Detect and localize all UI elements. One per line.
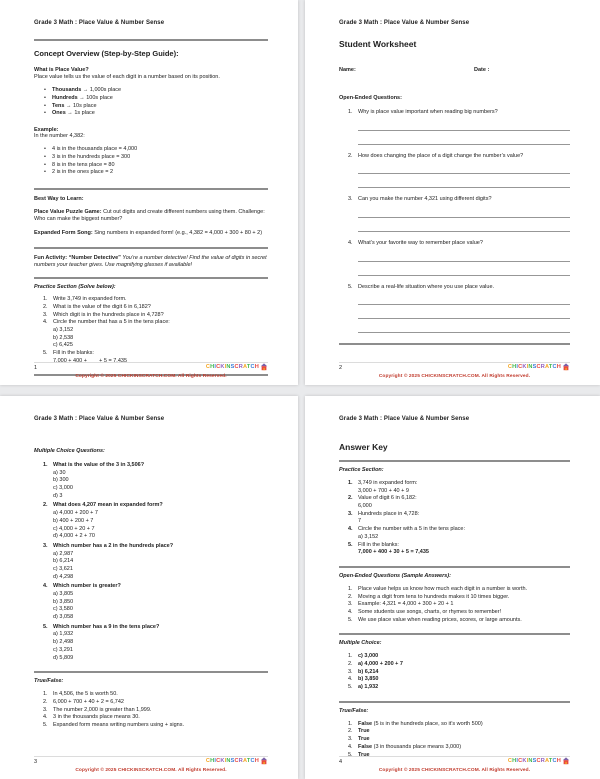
answer-text-group <box>358 744 570 752</box>
item-number: 1. <box>348 720 353 727</box>
tf-item <box>43 707 268 715</box>
paragraph-fun-activity <box>34 255 268 270</box>
answer-text: We use place value when reading prices, scores, or large amounts. <box>358 616 522 623</box>
divider <box>34 188 268 190</box>
practice-question-list <box>43 296 268 365</box>
item-text: What is the value of the digit 6 in 6,182? <box>53 303 151 310</box>
page-4-content <box>305 396 600 759</box>
heading-example: Example: <box>34 127 59 133</box>
bullet-rest: → 1,000s place <box>81 87 122 94</box>
heading-practice-section: Practice Section (Solve below): <box>34 284 116 291</box>
mc-question-text: Which number has a 2 in the hundreds place? <box>53 542 174 549</box>
doc-header: Grade 3 Math : Place Value & Number Sense <box>34 20 165 26</box>
practice-answer-list <box>348 480 570 557</box>
list-item: • 4 is in the thousands place = 4,000 <box>43 146 268 154</box>
divider <box>339 701 570 703</box>
song-lead: Expanded Form Song: <box>34 229 93 236</box>
question-text: How does changing the place of a digit change the number’s value? <box>358 152 524 159</box>
answer-line <box>358 131 570 145</box>
mc-block <box>53 543 268 581</box>
item-number: 5. <box>348 751 353 758</box>
tf-explanation: (5 is in the hundreds place, so it’s worth 500) <box>372 720 483 727</box>
divider <box>34 39 268 41</box>
practice-item <box>43 312 268 320</box>
open-ended-question-list <box>348 109 570 333</box>
copyright-text: Copyright © 2025 CHICKINSCRATCH.COM. All Rights Reserved. <box>75 768 227 773</box>
tf-answer: True <box>358 728 370 735</box>
copyright-text: Copyright © 2025 CHICKINSCRATCH.COM. All Rights Reserved. <box>378 374 531 379</box>
house-icon <box>562 363 570 371</box>
logo-wordmark: CHICKINSCRATCH <box>205 364 259 370</box>
worksheet-title: Student Worksheet <box>339 39 417 49</box>
tf-statement: 3 in the thousands place means 30. <box>53 714 140 721</box>
divider <box>34 247 268 249</box>
answer-item <box>348 728 570 736</box>
multiple-choice-list <box>43 462 268 662</box>
mc-question <box>43 502 268 540</box>
item-number: 2. <box>43 303 48 310</box>
heading-open-ended-answers: Open-Ended Questions (Sample Answers): <box>339 572 451 579</box>
date-label: Date : <box>474 67 490 73</box>
divider <box>339 566 570 568</box>
list-item <box>43 87 268 95</box>
answer-line <box>358 218 570 232</box>
true-false-answer-list <box>348 721 570 759</box>
list-item <box>43 103 268 111</box>
answer-value: a) 3,152 <box>358 533 379 540</box>
divider <box>339 343 570 345</box>
page-3-content <box>0 396 298 730</box>
heading-true-false-answers: True/False: <box>339 707 369 714</box>
item-number: 3. <box>43 706 48 713</box>
puzzle-game-lead: Place Value Puzzle Game: <box>34 209 102 215</box>
answer-block <box>358 511 570 526</box>
item-text: Circle the number that has a 5 in the tens place: <box>53 319 170 326</box>
option-c: c) 3,000 <box>53 485 73 492</box>
item-number: 5. <box>43 623 48 630</box>
tf-answer: True <box>358 751 370 758</box>
name-label: Name: <box>339 67 356 73</box>
option-c: c) 3,580 <box>53 606 73 613</box>
chickinscratch-logo <box>508 363 570 371</box>
tf-answer: False <box>358 720 373 727</box>
house-icon <box>260 757 268 765</box>
answer-item <box>348 653 570 661</box>
item-number: 4. <box>348 676 353 683</box>
mc-question-text: Which number is greater? <box>53 583 121 590</box>
heading-practice-section: Practice Section: <box>339 467 384 473</box>
practice-item <box>43 304 268 312</box>
paragraph-puzzle-game <box>34 209 268 224</box>
tf-item <box>43 699 268 707</box>
chickinscratch-logo <box>206 757 268 765</box>
answer-item <box>348 669 570 677</box>
mc-question <box>43 543 268 581</box>
bullet-rest: → 10s place <box>64 102 97 109</box>
bullet-lead: Thousands <box>52 87 82 94</box>
item-number: 3. <box>43 542 48 549</box>
answer-text: b) 3,850 <box>358 676 379 683</box>
divider <box>34 277 268 279</box>
divider <box>339 633 570 635</box>
question-block <box>358 284 570 334</box>
item-number: 3. <box>43 311 48 318</box>
section-title-concept-overview: Concept Overview (Step-by-Step Guide): <box>34 49 179 58</box>
item-number: 4. <box>43 714 48 721</box>
practice-item <box>43 319 268 350</box>
option-d: d) 4,298 <box>53 573 74 580</box>
fun-activity-lead: Fun Activity: “Number Detective” <box>34 254 121 261</box>
doc-header: Grade 3 Math : Place Value & Number Sense <box>339 416 470 422</box>
name-date-row <box>339 67 570 73</box>
option-b: b) 400 + 200 + 7 <box>53 517 94 524</box>
item-number: 2. <box>348 495 353 502</box>
example-intro: In the number 4,382: <box>34 133 85 139</box>
answer-item <box>348 542 570 557</box>
practice-item <box>43 296 268 304</box>
paragraph-expanded-form-song <box>34 230 268 237</box>
answer-line <box>358 291 570 305</box>
answer-label: Hundreds place in 4,728: <box>358 510 420 517</box>
item-number: 4. <box>348 240 353 247</box>
answer-value: 7,000 + 400 + 30 + 5 = 7,435 <box>358 549 429 556</box>
footer-row <box>339 362 570 371</box>
item-number: 1. <box>43 296 48 303</box>
answer-item <box>348 511 570 526</box>
answer-item <box>348 617 570 625</box>
page-footer <box>34 756 268 773</box>
question-block <box>358 153 570 189</box>
answer-item <box>348 480 570 495</box>
item-text-group <box>53 319 268 350</box>
true-false-list <box>43 691 268 729</box>
answer-item <box>348 609 570 617</box>
item-text: Which digit is in the hundreds place in 4,728? <box>53 311 164 318</box>
answer-text: Place value helps us know how much each digit in a number is worth. <box>358 585 528 592</box>
option-d: d) 3,058 <box>53 614 74 621</box>
tf-item <box>43 714 268 722</box>
answer-item <box>348 601 570 609</box>
question-text: Can you make the number 4,321 using different digits? <box>358 196 492 203</box>
open-ended-answer-list <box>348 586 570 624</box>
answer-item <box>348 586 570 594</box>
heading-multiple-choice-answers: Multiple Choice: <box>339 640 382 647</box>
copyright-text: Copyright © 2025 CHICKINSCRATCH.COM. All Rights Reserved. <box>75 374 227 379</box>
mc-question-text: What is the value of the 3 in 3,506? <box>53 462 145 468</box>
item-number: 5. <box>348 541 353 548</box>
option-b: b) 2,538 <box>53 334 74 341</box>
mc-block <box>53 502 268 540</box>
heading-true-false: True/False: <box>34 678 64 685</box>
bullet-lead: Tens <box>52 102 65 109</box>
bullet-lead: Hundreds <box>52 94 78 101</box>
option-b: b) 3,850 <box>53 598 74 605</box>
house-icon <box>562 757 570 765</box>
place-value-bullet-list <box>43 87 268 118</box>
mc-question <box>43 583 268 621</box>
item-number: 4. <box>43 583 48 590</box>
mc-question <box>43 462 268 500</box>
answer-label: Circle the number with a 5 in the tens place: <box>358 526 466 533</box>
answer-value: 3,000 + 700 + 40 + 9 <box>358 487 409 494</box>
fun-activity-text: You’re a number detective! Find the value of digits in secret numbers your teacher gives. Use magnifying glasses if available! <box>34 254 267 268</box>
answer-item <box>348 495 570 510</box>
answer-block <box>358 526 570 541</box>
item-number: 5. <box>43 721 48 728</box>
answer-line <box>358 319 570 333</box>
bullet-lead: Ones <box>52 110 66 117</box>
option-c: c) 3,621 <box>53 565 73 572</box>
question-item <box>348 284 570 334</box>
question-text: Why is place value important when reading big numbers? <box>358 109 498 115</box>
tf-statement: Expanded form means writing numbers using + signs. <box>53 721 184 728</box>
footer-row <box>339 756 570 765</box>
page-3-multiple-choice <box>0 396 298 779</box>
tf-item <box>43 722 268 730</box>
answer-key-title: Answer Key <box>339 442 388 452</box>
answer-line <box>358 204 570 218</box>
item-number: 1. <box>43 691 48 698</box>
item-number: 2. <box>43 698 48 705</box>
doc-header: Grade 3 Math : Place Value & Number Sense <box>34 416 165 422</box>
house-icon <box>260 363 268 371</box>
chickinscratch-logo <box>206 363 268 371</box>
option-a: a) 4,000 + 200 + 7 <box>53 510 98 517</box>
question-block <box>358 196 570 232</box>
item-number: 4. <box>43 319 48 326</box>
fill-in-blank-equation: 7,000 + 400 + ___ + 5 = 7,435 <box>53 357 128 364</box>
option-a: a) 3,805 <box>53 591 74 597</box>
answer-item <box>348 744 570 752</box>
page-footer <box>339 362 570 379</box>
mc-question-text: What does 4,207 mean in expanded form? <box>53 502 163 509</box>
item-number: 2. <box>43 502 48 509</box>
page-2-content <box>305 0 600 345</box>
heading-best-way-to-learn: Best Way to Learn: <box>34 196 84 202</box>
answer-value: 7 <box>358 518 362 525</box>
option-b: b) 2,498 <box>53 639 74 646</box>
answer-block <box>358 542 570 557</box>
item-text: Write 3,749 in expanded form. <box>53 296 127 303</box>
answer-text: Some students use songs, charts, or rhymes to remember! <box>358 608 502 615</box>
divider <box>34 671 268 673</box>
footer-row <box>34 756 268 765</box>
page-1-concept-overview <box>0 0 298 385</box>
tf-item <box>43 691 268 699</box>
item-number: 1. <box>348 480 353 486</box>
item-number: 5. <box>348 684 353 691</box>
item-number: 5. <box>43 350 48 357</box>
option-d: d) 4,000 + 2 + 70 <box>53 533 95 540</box>
question-block <box>358 240 570 276</box>
answer-value: 6,000 <box>358 503 372 510</box>
answer-item <box>348 721 570 729</box>
option-a: a) 3,152 <box>53 327 74 333</box>
page-footer <box>339 756 570 773</box>
tf-explanation: (3 in thousands place means 3,000) <box>372 743 462 750</box>
answer-text-group <box>358 728 570 736</box>
tf-answer: True <box>358 736 370 743</box>
answer-text-group <box>358 736 570 744</box>
page-number: 3 <box>34 759 38 765</box>
list-item: • 3 is in the hundreds place = 300 <box>43 154 268 162</box>
option-b: b) 6,214 <box>53 558 74 565</box>
answer-item <box>348 736 570 744</box>
example-bullet-list <box>43 146 268 177</box>
divider <box>339 460 570 462</box>
heading-multiple-choice: Multiple Choice Questions: <box>34 448 105 454</box>
mc-block <box>53 624 268 662</box>
item-number: 1. <box>43 462 48 468</box>
mc-block <box>53 583 268 621</box>
tf-statement: In 4,506, the 5 is worth 50. <box>53 691 118 698</box>
item-number: 5. <box>348 283 353 290</box>
question-text: Describe a real-life situation where you use place value. <box>358 283 495 290</box>
item-number: 2. <box>348 728 353 735</box>
heading-what-is-place-value: What is Place Value? <box>34 67 89 73</box>
option-c: c) 3,291 <box>53 646 73 653</box>
item-number: 2. <box>348 661 353 667</box>
question-item <box>348 196 570 232</box>
answer-text: c) 3,000 <box>358 653 379 660</box>
doc-header: Grade 3 Math : Place Value & Number Sense <box>339 20 470 26</box>
logo-wordmark: CHICKINSCRATCH <box>205 758 259 764</box>
answer-label: Value of digit 6 in 6,182: <box>358 495 417 502</box>
page-number: 1 <box>34 365 38 371</box>
bullet-rest: → 100s place <box>77 94 113 101</box>
option-a: a) 2,987 <box>53 550 74 557</box>
mc-question-text: Which number has a 9 in the tens place? <box>53 623 160 630</box>
answer-line <box>358 248 570 262</box>
answer-line <box>358 305 570 319</box>
song-text: Sing numbers in expanded form! (e.g., 4,382 = 4,000 + 300 + 80 + 2) <box>92 229 263 236</box>
page-4-answer-key <box>305 396 600 779</box>
answer-item <box>348 661 570 669</box>
item-number: 2. <box>348 593 353 600</box>
page-1-content <box>0 0 298 376</box>
answer-text: Moving a digit from tens to hundreds makes it 10 times bigger. <box>358 593 510 600</box>
option-a: a) 30 <box>53 469 66 476</box>
item-number: 3. <box>348 601 353 608</box>
multiple-choice-answer-list <box>348 653 570 691</box>
tf-statement: The number 2,000 is greater than 1,999. <box>53 706 152 713</box>
answer-item <box>348 594 570 602</box>
list-item: • 2 is in the ones place = 2 <box>43 169 268 177</box>
heading-open-ended-questions: Open-Ended Questions: <box>339 95 402 101</box>
answer-label: 3,749 in expanded form: <box>358 480 418 486</box>
option-d: d) 5,809 <box>53 654 74 661</box>
item-number: 1. <box>348 585 353 592</box>
answer-line <box>358 117 570 131</box>
answer-text: a) 1,932 <box>358 684 379 691</box>
item-number: 3. <box>348 196 353 203</box>
answer-line <box>358 174 570 188</box>
answer-text: Example: 4,321 = 4,000 + 300 + 20 + 1 <box>358 601 454 608</box>
answer-text: a) 4,000 + 200 + 7 <box>358 661 403 667</box>
tf-answer: False <box>358 743 373 750</box>
item-number: 1. <box>348 653 353 660</box>
answer-text: b) 6,214 <box>358 668 379 675</box>
list-item <box>43 110 268 118</box>
item-number: 4. <box>348 526 353 533</box>
footer-row <box>34 362 268 371</box>
question-item <box>348 109 570 145</box>
question-item <box>348 153 570 189</box>
question-text: What’s your favorite way to remember place value? <box>358 240 483 247</box>
option-a: a) 1,932 <box>53 631 74 638</box>
puzzle-game-text: Cut out digits and create different numbers using them. Challenge: Who can make the biggest number? <box>34 209 265 223</box>
bullet-rest: → 1s place <box>65 110 95 117</box>
paragraph-place-value-definition: Place value tells us the value of each digit in a number based on its position. <box>34 74 220 80</box>
answer-label: Fill in the blanks: <box>358 541 399 548</box>
mc-question <box>43 624 268 662</box>
item-number: 1. <box>348 109 353 115</box>
answer-text-group <box>358 721 570 729</box>
item-number: 4. <box>348 743 353 750</box>
option-d: d) 3 <box>53 492 63 499</box>
item-number: 5. <box>348 616 353 623</box>
page-2-student-worksheet <box>305 0 600 385</box>
mc-block <box>53 462 268 500</box>
logo-wordmark: CHICKINSCRATCH <box>507 758 561 764</box>
option-b: b) 300 <box>53 477 69 484</box>
option-c: c) 6,425 <box>53 342 73 349</box>
item-text: Fill in the blanks: <box>53 350 94 357</box>
item-number: 3. <box>348 736 353 743</box>
copyright-text: Copyright © 2025 CHICKINSCRATCH.COM. All Rights Reserved. <box>378 768 531 773</box>
list-item <box>43 95 268 103</box>
tf-statement: 6,000 + 700 + 40 + 2 = 6,742 <box>53 698 124 705</box>
answer-item <box>348 676 570 684</box>
page-number: 4 <box>339 759 343 765</box>
answer-item <box>348 684 570 692</box>
logo-wordmark: CHICKINSCRATCH <box>507 364 561 370</box>
question-block <box>358 109 570 145</box>
answer-line <box>358 160 570 174</box>
list-item: • 8 is in the tens place = 80 <box>43 162 268 170</box>
answer-item <box>348 526 570 541</box>
question-item <box>348 240 570 276</box>
item-number: 3. <box>348 510 353 517</box>
page-number: 2 <box>339 365 343 371</box>
answer-block <box>358 495 570 510</box>
page-footer <box>34 362 268 379</box>
answer-line <box>358 262 570 276</box>
chickinscratch-logo <box>508 757 570 765</box>
item-number: 4. <box>348 608 353 615</box>
option-c: c) 4,000 + 20 + 7 <box>53 525 95 532</box>
answer-block <box>358 480 570 495</box>
item-number: 3. <box>348 668 353 675</box>
item-number: 2. <box>348 152 353 159</box>
